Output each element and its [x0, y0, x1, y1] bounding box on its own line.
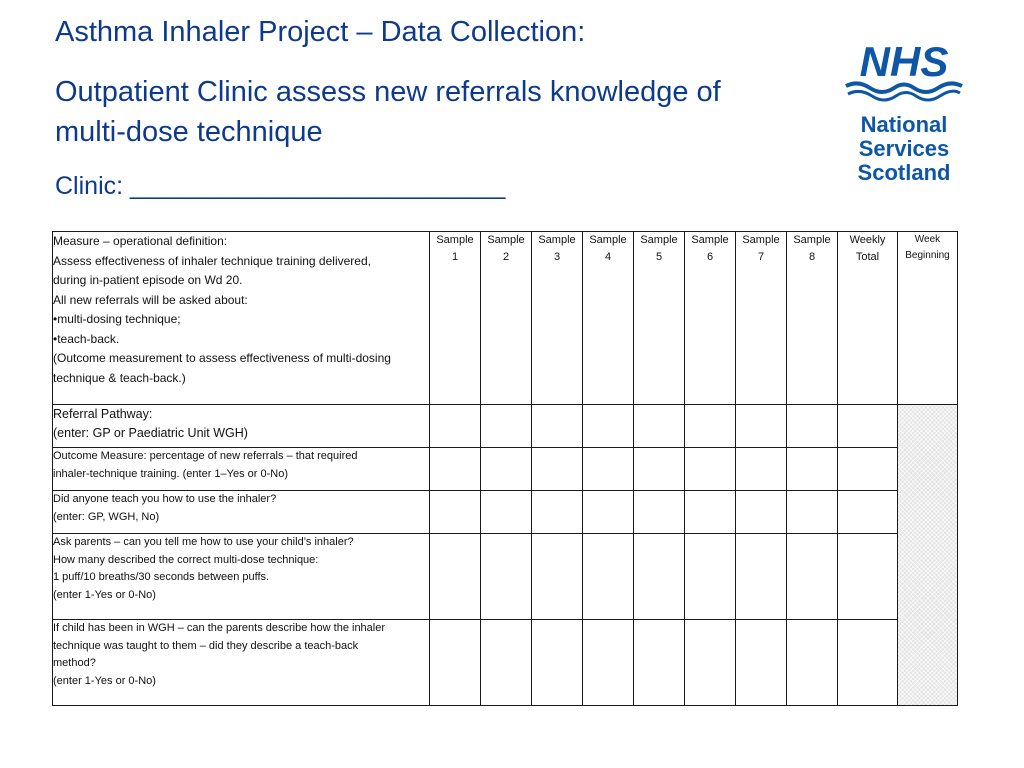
row-text-line: (enter 1-Yes or 0-No) — [53, 588, 156, 601]
sample-5-entry[interactable] — [634, 405, 685, 448]
sample-4-entry[interactable] — [583, 620, 634, 706]
table-row — [53, 620, 958, 706]
row-text-line: 1 puff/10 breaths/30 seconds between puffs. — [53, 571, 270, 583]
sample-3-entry[interactable] — [532, 405, 583, 448]
clinic-blank-line: ___________________________ — [130, 172, 506, 200]
row-text-line: Ask parents – can you tell me how to use your child’s inhaler? — [53, 536, 354, 548]
sample-4-entry[interactable] — [583, 405, 634, 448]
measure-line: technique & teach-back.) — [53, 370, 186, 385]
sample-number: 3 — [553, 251, 561, 263]
subtitle-line-2: multi-dose technique — [55, 116, 323, 148]
logo-nhs-text: NHS — [859, 38, 949, 85]
sample-6-header — [685, 232, 736, 405]
week-beginning-hatched-cell — [898, 405, 958, 706]
sample-1-entry[interactable] — [430, 534, 481, 620]
sample-5-entry[interactable] — [634, 620, 685, 706]
teaching-source-cell — [53, 491, 430, 534]
row-text-line: (enter: GP, WGH, No) — [53, 510, 160, 523]
sample-number: 6 — [706, 251, 714, 263]
logo-line-national: National — [860, 112, 948, 137]
row-text-line: Did anyone teach you how to use the inhaler? — [53, 493, 277, 505]
row-text-line: How many described the correct multi-dose technique: — [53, 553, 319, 566]
sample-label: Sample — [538, 234, 576, 246]
row-text-line: (enter: GP or Paediatric Unit WGH) — [53, 426, 248, 440]
sample-label: Sample — [793, 234, 831, 246]
clinic-field — [55, 170, 505, 202]
weekly-total-entry[interactable] — [838, 620, 898, 706]
sample-label: Sample — [742, 234, 780, 246]
sample-5-header — [634, 232, 685, 405]
sample-label: Sample — [691, 234, 729, 246]
sample-8-entry[interactable] — [787, 534, 838, 620]
sample-label: Sample — [589, 234, 627, 246]
logo-line-scotland: Scotland — [857, 160, 951, 185]
sample-number: 2 — [502, 251, 510, 263]
measure-line: (Outcome measurement to assess effectiveness of multi-dosing — [53, 351, 391, 365]
measure-definition-cell — [53, 232, 430, 405]
sample-label: Sample — [487, 234, 525, 246]
sample-8-header — [787, 232, 838, 405]
sample-3-header — [532, 232, 583, 405]
sample-6-entry[interactable] — [685, 534, 736, 620]
sample-2-entry[interactable] — [481, 405, 532, 448]
sample-2-entry[interactable] — [481, 491, 532, 534]
multi-dose-technique-cell — [53, 534, 430, 620]
weekly-total-entry[interactable] — [838, 405, 898, 448]
sample-number: 8 — [808, 251, 816, 263]
sample-5-entry[interactable] — [634, 534, 685, 620]
page-subtitle — [55, 72, 721, 152]
sample-6-entry[interactable] — [685, 620, 736, 706]
sample-6-entry[interactable] — [685, 405, 736, 448]
sample-3-entry[interactable] — [532, 448, 583, 491]
data-collection-table — [52, 231, 958, 706]
sample-1-header — [430, 232, 481, 405]
sample-1-entry[interactable] — [430, 491, 481, 534]
row-text-line: Referral Pathway: — [53, 407, 153, 421]
row-text-line: technique was taught to them – did they describe a teach-back — [53, 639, 359, 652]
row-text-line: If child has been in WGH – can the parents describe how the inhaler — [53, 622, 386, 634]
sample-number: 4 — [604, 251, 612, 263]
sample-7-entry[interactable] — [736, 620, 787, 706]
sample-4-entry[interactable] — [583, 448, 634, 491]
sample-1-entry[interactable] — [430, 448, 481, 491]
teach-back-method-cell — [53, 620, 430, 706]
sample-3-entry[interactable] — [532, 620, 583, 706]
sample-number: 7 — [757, 251, 765, 263]
weekly-total-entry[interactable] — [838, 534, 898, 620]
weekly-total-label: Weekly — [849, 234, 886, 246]
sample-label: Sample — [640, 234, 678, 246]
sample-5-entry[interactable] — [634, 491, 685, 534]
sample-2-entry[interactable] — [481, 534, 532, 620]
measure-bullet-line: •teach-back. — [53, 331, 120, 346]
sample-8-entry[interactable] — [787, 620, 838, 706]
table-row — [53, 491, 958, 534]
sample-8-entry[interactable] — [787, 405, 838, 448]
row-text-line: method? — [53, 657, 96, 669]
sample-2-entry[interactable] — [481, 620, 532, 706]
subtitle-line-1: Outpatient Clinic assess new referrals knowledge of — [55, 76, 721, 108]
week-beginning-header — [898, 232, 958, 405]
sample-3-entry[interactable] — [532, 534, 583, 620]
sample-5-entry[interactable] — [634, 448, 685, 491]
sample-6-entry[interactable] — [685, 448, 736, 491]
table-row — [53, 534, 958, 620]
sample-1-entry[interactable] — [430, 405, 481, 448]
row-text-line: Outcome Measure: percentage of new referrals – that required — [53, 450, 358, 462]
sample-1-entry[interactable] — [430, 620, 481, 706]
measure-line: Assess effectiveness of inhaler technique training delivered, — [53, 253, 371, 268]
row-text-line: inhaler-technique training. (enter 1–Yes or 0-No) — [53, 467, 289, 480]
weekly-total-label-2: Total — [855, 251, 880, 263]
table-row — [53, 448, 958, 491]
sample-7-entry[interactable] — [736, 534, 787, 620]
weekly-total-entry[interactable] — [838, 491, 898, 534]
sample-4-entry[interactable] — [583, 534, 634, 620]
sample-8-entry[interactable] — [787, 491, 838, 534]
table-header-row — [53, 232, 958, 405]
sample-2-entry[interactable] — [481, 448, 532, 491]
measure-line: All new referrals will be asked about: — [53, 292, 248, 307]
measure-line: Measure – operational definition: — [53, 234, 228, 248]
logo-wave-icon-2 — [848, 91, 960, 100]
nhs-national-services-scotland-logo — [838, 36, 970, 186]
sample-7-entry[interactable] — [736, 448, 787, 491]
week-beginning-label-2: Beginning — [905, 250, 950, 261]
sample-2-header — [481, 232, 532, 405]
page-title: Asthma Inhaler Project – Data Collection: — [55, 16, 586, 48]
sample-7-entry[interactable] — [736, 405, 787, 448]
sample-number: 5 — [655, 251, 663, 263]
row-text-line: (enter 1-Yes or 0-No) — [53, 674, 156, 687]
table-row — [53, 405, 958, 448]
outcome-measure-cell — [53, 448, 430, 491]
measure-line: during in-patient episode on Wd 20. — [53, 273, 243, 287]
week-beginning-label: Week — [914, 234, 941, 245]
referral-pathway-cell — [53, 405, 430, 448]
sample-label: Sample — [436, 234, 474, 246]
logo-line-services: Services — [858, 136, 950, 161]
sample-3-entry[interactable] — [532, 491, 583, 534]
measure-bullet-line: •multi-dosing technique; — [53, 312, 181, 326]
sample-4-entry[interactable] — [583, 491, 634, 534]
weekly-total-header — [838, 232, 898, 405]
sample-7-entry[interactable] — [736, 491, 787, 534]
sample-7-header — [736, 232, 787, 405]
weekly-total-entry[interactable] — [838, 448, 898, 491]
sample-number: 1 — [451, 251, 459, 263]
sample-6-entry[interactable] — [685, 491, 736, 534]
sample-8-entry[interactable] — [787, 448, 838, 491]
sample-4-header — [583, 232, 634, 405]
clinic-label: Clinic: — [55, 172, 124, 200]
